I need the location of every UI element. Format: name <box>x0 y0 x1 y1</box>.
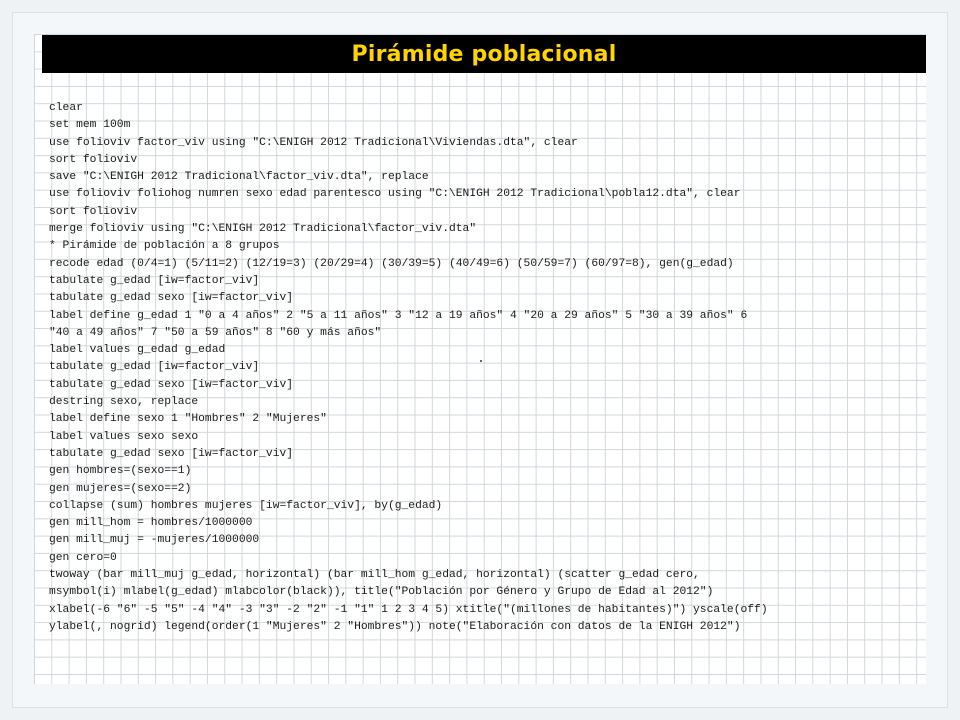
code-block <box>49 100 919 636</box>
code-line: msymbol(i) mlabel(g_edad) mlabcolor(black)), title("Población por Género y Grupo de Edad al 2012") <box>49 586 714 599</box>
slide-title: Pirámide poblacional <box>351 41 617 67</box>
code-line: label values g_edad g_edad <box>49 344 226 357</box>
code-line: use folioviv factor_viv using "C:\ENIGH 2012 Tradicional\Viviendas.dta", clear <box>49 136 578 149</box>
code-line: ylabel(, nogrid) legend(order(1 "Mujeres" 2 "Hombres")) note("Elaboración con datos de la ENIGH 2012") <box>49 620 741 633</box>
code-line: destring sexo, replace <box>49 396 199 409</box>
code-line: tabulate g_edad [iw=factor_viv] <box>49 361 260 374</box>
code-line: set mem 100m <box>49 119 131 132</box>
code-line: tabulate g_edad sexo [iw=factor_viv] <box>49 447 294 460</box>
code-line: * Pirámide de población a 8 grupos <box>49 240 280 253</box>
code-line: twoway (bar mill_muj g_edad, horizontal) (bar mill_hom g_edad, horizontal) (scatter g_edad cero, <box>49 569 700 582</box>
stray-dot <box>480 360 482 362</box>
code-line: collapse (sum) hombres mujeres [iw=factor_viv], by(g_edad) <box>49 499 443 512</box>
code-line: use folioviv foliohog numren sexo edad parentesco using "C:\ENIGH 2012 Tradicional\pobla12.dta", clear <box>49 188 741 201</box>
code-line: gen mujeres=(sexo==2) <box>49 482 192 495</box>
code-line: label define g_edad 1 "0 a 4 años" 2 "5 a 11 años" 3 "12 a 19 años" 4 "20 a 29 años" 5 "30 a 39 años" 6 <box>49 309 748 322</box>
code-line: save "C:\ENIGH 2012 Tradicional\factor_viv.dta", replace <box>49 171 429 184</box>
code-line: label values sexo sexo <box>49 430 199 443</box>
code-line: gen mill_hom = hombres/1000000 <box>49 517 253 530</box>
code-line: gen mill_muj = -mujeres/1000000 <box>49 534 260 547</box>
code-line: xlabel(-6 "6" -5 "5" -4 "4" -3 "3" -2 "2" -1 "1" 1 2 3 4 5) xtitle("(millones de habitantes)") yscale(off) <box>49 603 768 616</box>
code-line: recode edad (0/4=1) (5/11=2) (12/19=3) (20/29=4) (30/39=5) (40/49=6) (50/59=7) (60/97=8), gen(g_edad) <box>49 257 734 270</box>
code-line: tabulate g_edad [iw=factor_viv] <box>49 274 260 287</box>
code-line: tabulate g_edad sexo [iw=factor_viv] <box>49 292 294 305</box>
code-line: "40 a 49 años" 7 "50 a 59 años" 8 "60 y más años" <box>49 326 382 339</box>
code-line: label define sexo 1 "Hombres" 2 "Mujeres" <box>49 413 327 426</box>
code-line: gen cero=0 <box>49 551 117 564</box>
code-line: sort folioviv <box>49 153 138 166</box>
code-line: clear <box>49 102 83 114</box>
code-line: sort folioviv <box>49 205 138 218</box>
code-line: tabulate g_edad sexo [iw=factor_viv] <box>49 378 294 391</box>
title-bar <box>42 35 926 73</box>
code-line: merge folioviv using "C:\ENIGH 2012 Tradicional\factor_viv.dta" <box>49 223 477 236</box>
code-line: gen hombres=(sexo==1) <box>49 465 192 478</box>
